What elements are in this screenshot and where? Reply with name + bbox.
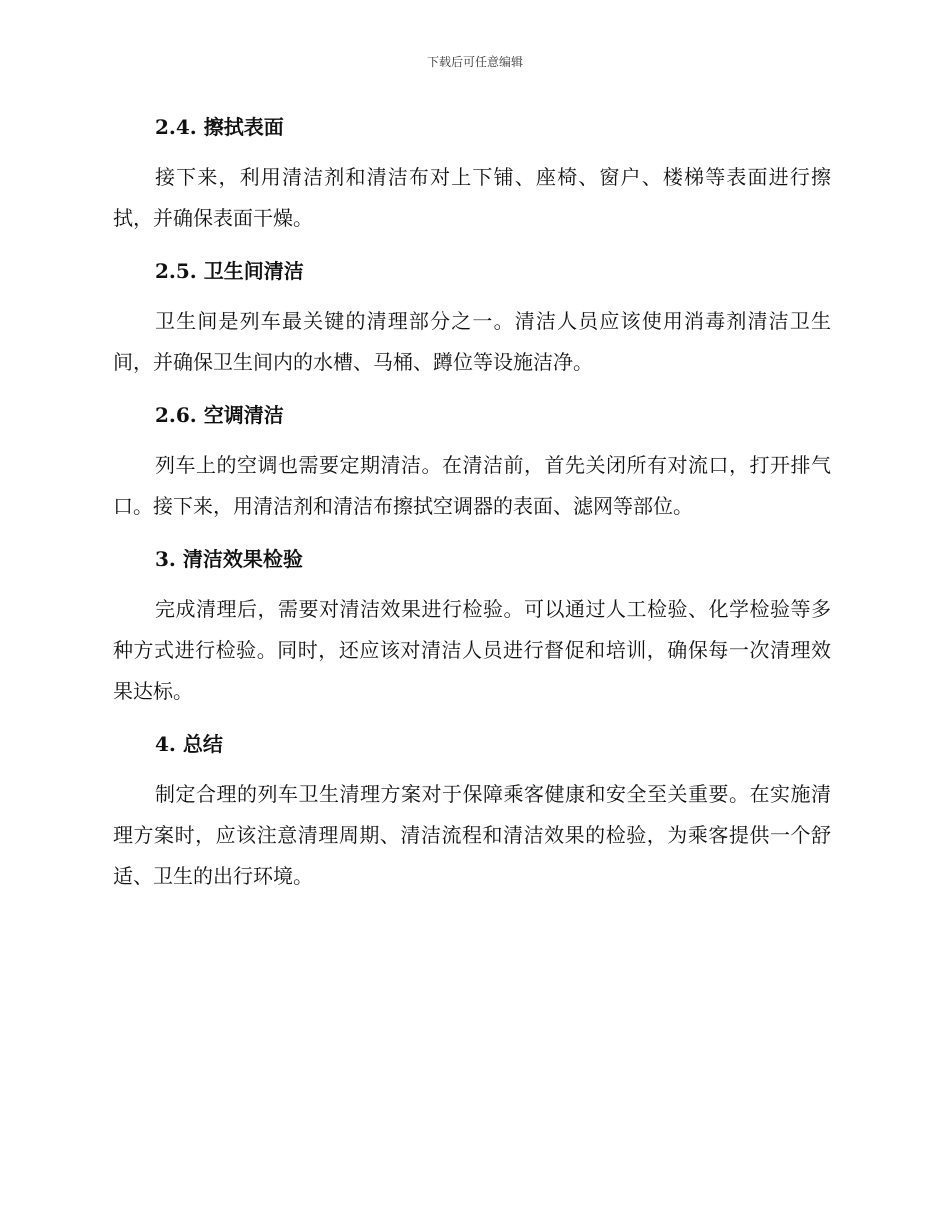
section-2-6 [113,396,831,540]
section-heading: 4. 总结 [155,732,223,756]
document-body [113,108,831,897]
section-paragraph: 接下来，利用清洁剂和清洁布对上下铺、座椅、窗户、楼梯等表面进行擦拭，并确保表面干燥。 [113,165,831,230]
section-heading: 3. 清洁效果检验 [155,547,303,571]
section-paragraph: 列车上的空调也需要定期清洁。在清洁前，首先关闭所有对流口，打开排气口。接下来，用清洁剂和清洁布擦拭空调器的表面、滤网等部位。 [113,453,831,518]
section-heading: 2.6. 空调清洁 [155,403,284,427]
section-heading: 2.4. 擦拭表面 [155,115,284,139]
section-paragraph: 卫生间是列车最关键的清理部分之一。清洁人员应该使用消毒剂清洁卫生间，并确保卫生间内的水槽、马桶、蹲位等设施洁净。 [113,309,831,374]
section-3 [113,540,831,725]
section-4 [113,725,831,897]
page-header: 下载后可任意编辑 [426,55,523,69]
section-2-5 [113,252,831,396]
section-heading: 2.5. 卫生间清洁 [155,259,304,283]
section-paragraph: 完成清理后，需要对清洁效果进行检验。可以通过人工检验、化学检验等多种方式进行检验。同时，还应该对清洁人员进行督促和培训，确保每一次清理效果达标。 [113,597,831,703]
section-2-4 [113,108,831,252]
section-paragraph: 制定合理的列车卫生清理方案对于保障乘客健康和安全至关重要。在实施清理方案时，应该注意清理周期、清洁流程和清洁效果的检验，为乘客提供一个舒适、卫生的出行环境。 [113,782,831,888]
